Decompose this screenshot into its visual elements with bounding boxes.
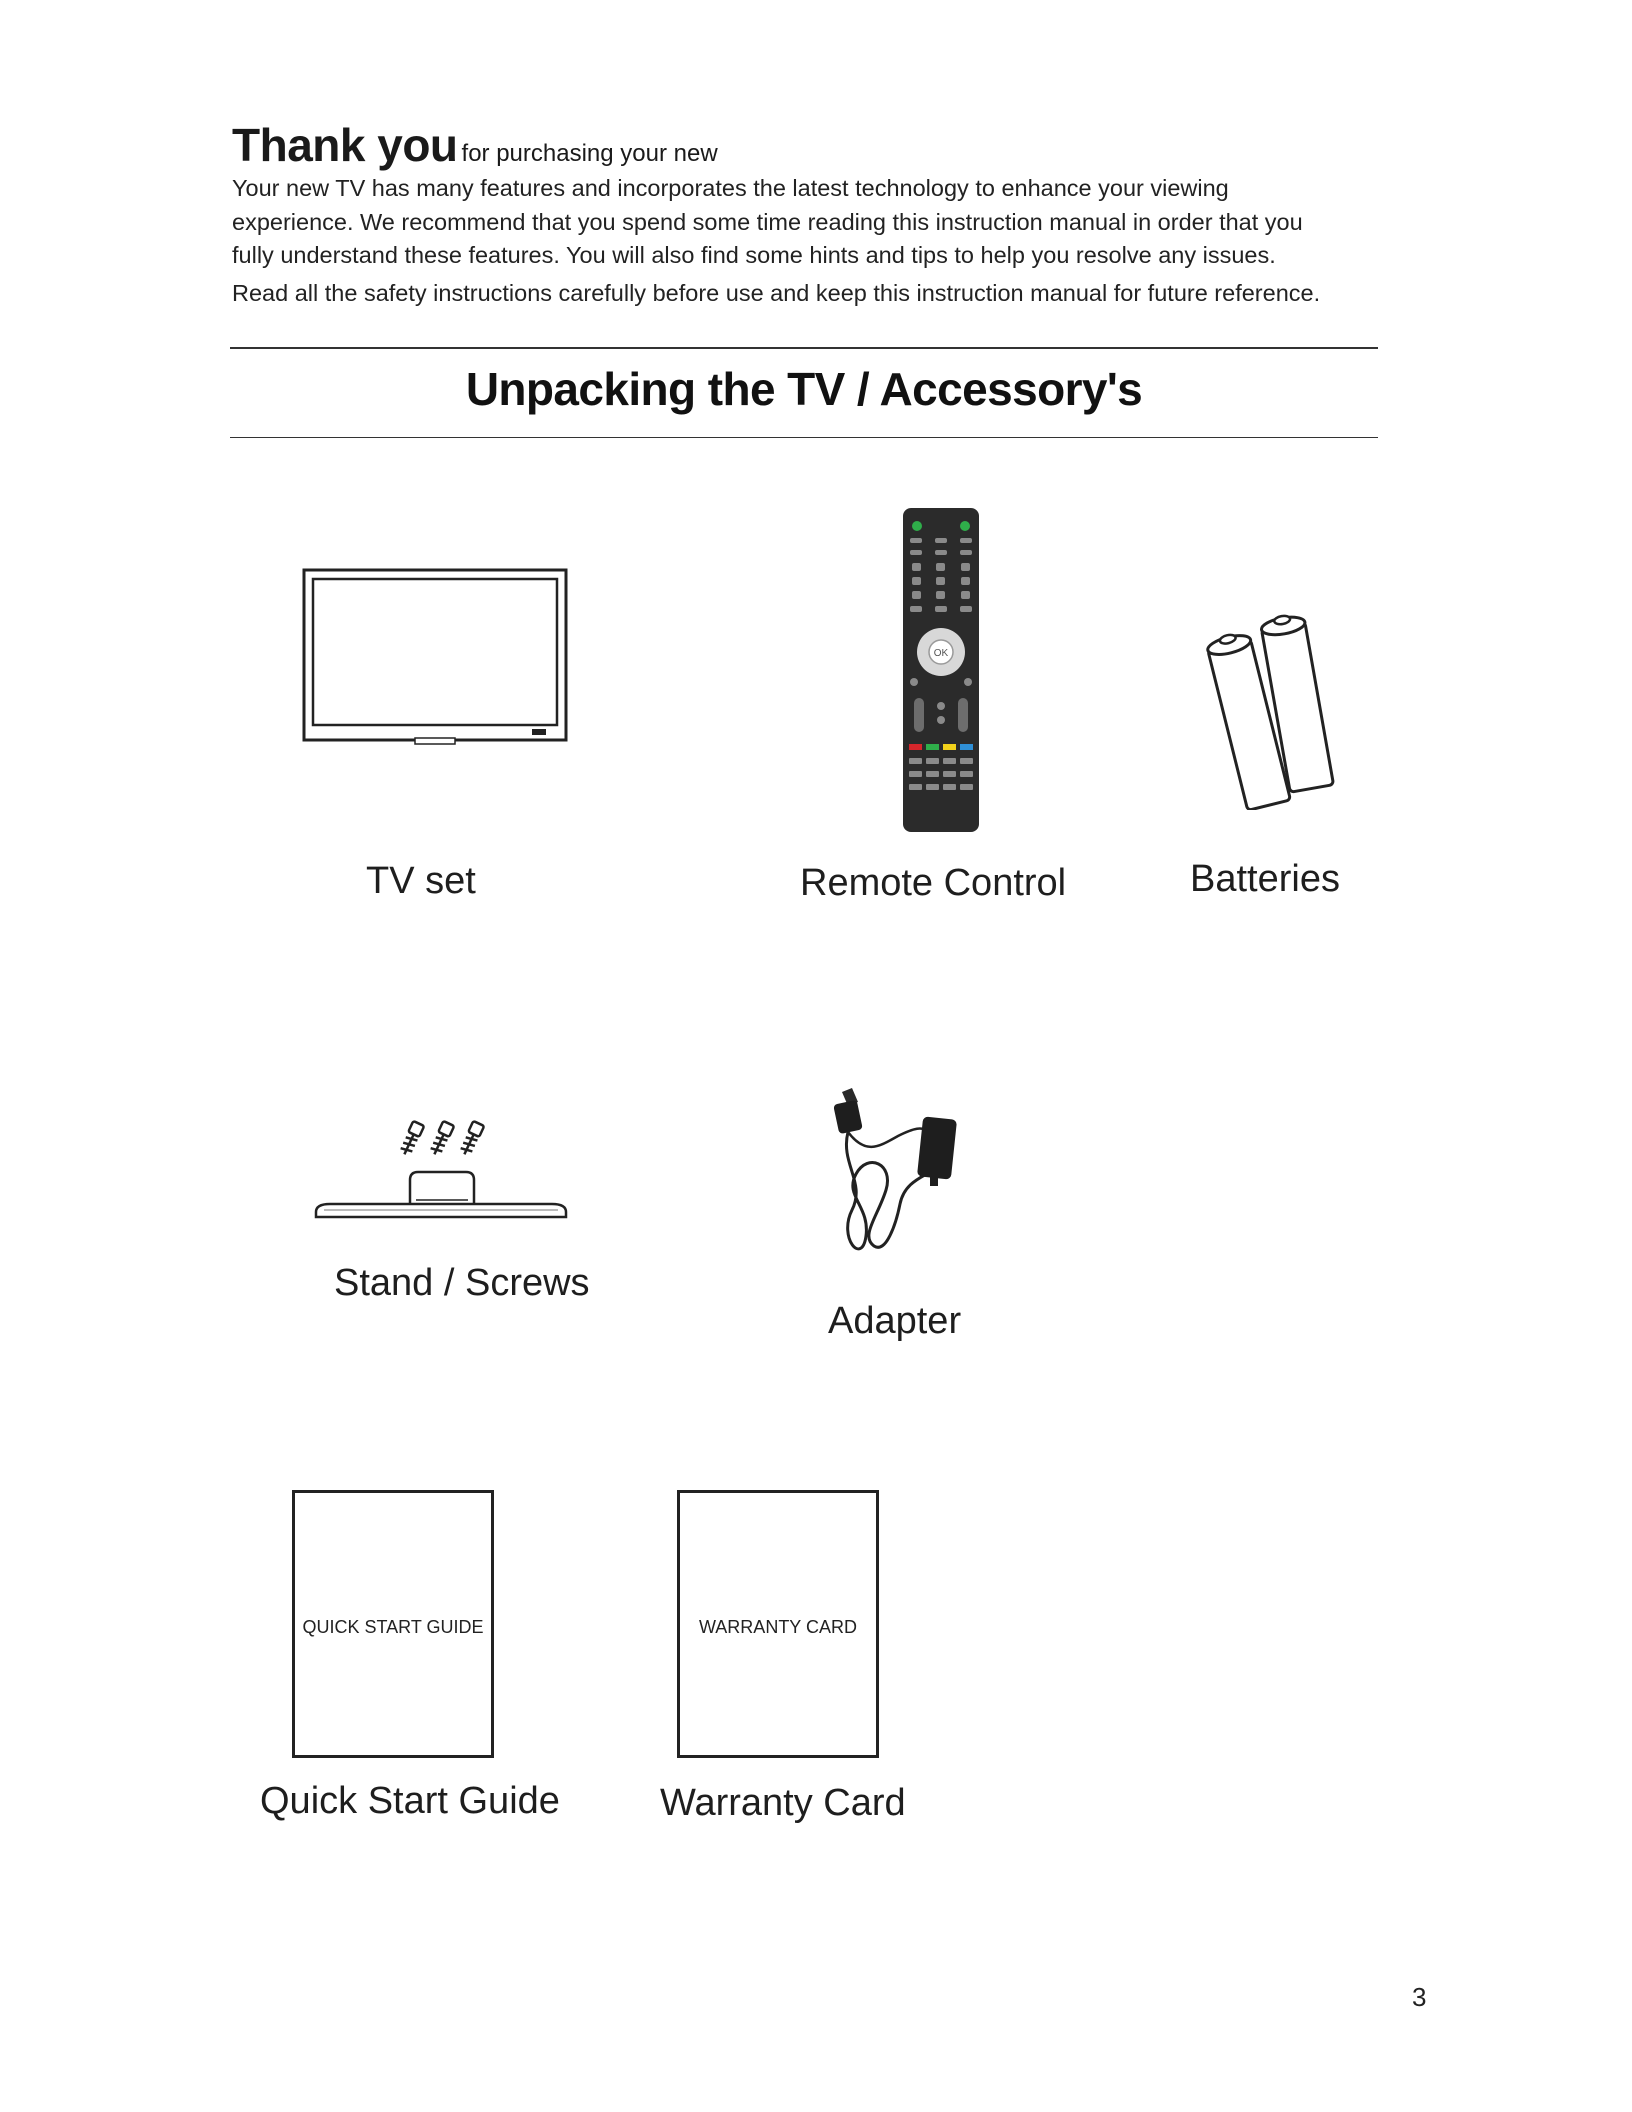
intro-line: Your new TV has many features and incorporates the latest technology to enhance your viewing xyxy=(232,175,1229,201)
tv-set-label: TV set xyxy=(366,860,476,902)
section-divider-top xyxy=(230,347,1378,349)
remote-control-label: Remote Control xyxy=(800,862,1067,904)
power-adapter-icon xyxy=(826,1086,966,1266)
remote-control-icon xyxy=(900,506,982,836)
batteries-label: Batteries xyxy=(1190,858,1340,900)
quick-start-guide-card-text: QUICK START GUIDE xyxy=(302,1617,484,1637)
warranty-card-text: WARRANTY CARD xyxy=(698,1617,857,1637)
warranty-card-label: Warranty Card xyxy=(660,1782,906,1824)
stand-screws-label: Stand / Screws xyxy=(334,1262,590,1304)
intro-line: experience. We recommend that you spend some time reading this instruction manual in order that you xyxy=(232,208,1303,235)
page-number: 3 xyxy=(1412,1982,1427,2012)
quick-start-guide-label: Quick Start Guide xyxy=(260,1780,560,1822)
stand-screws-icon xyxy=(310,1118,572,1228)
tv-icon xyxy=(300,566,570,748)
section-divider-bottom xyxy=(230,437,1378,438)
section-title: Unpacking the TV / Accessory's xyxy=(465,363,1143,415)
intro-body xyxy=(232,172,1392,310)
intro-heading xyxy=(232,118,718,172)
batteries-icon xyxy=(1206,600,1336,810)
intro-safety-note: Read all the safety instructions carefully before use and keep this instruction manual for future reference. xyxy=(232,279,1321,306)
adapter-label: Adapter xyxy=(828,1300,962,1342)
remote-ok-label: OK xyxy=(933,648,949,659)
intro-line: fully understand these features. You will also find some hints and tips to help you resolve any issues. xyxy=(232,242,1276,268)
warranty-card-booklet xyxy=(677,1490,879,1758)
quick-start-guide-booklet xyxy=(292,1490,494,1758)
intro-heading-rest: for purchasing your new xyxy=(461,140,718,167)
intro-heading-bold: Thank you xyxy=(232,119,458,171)
